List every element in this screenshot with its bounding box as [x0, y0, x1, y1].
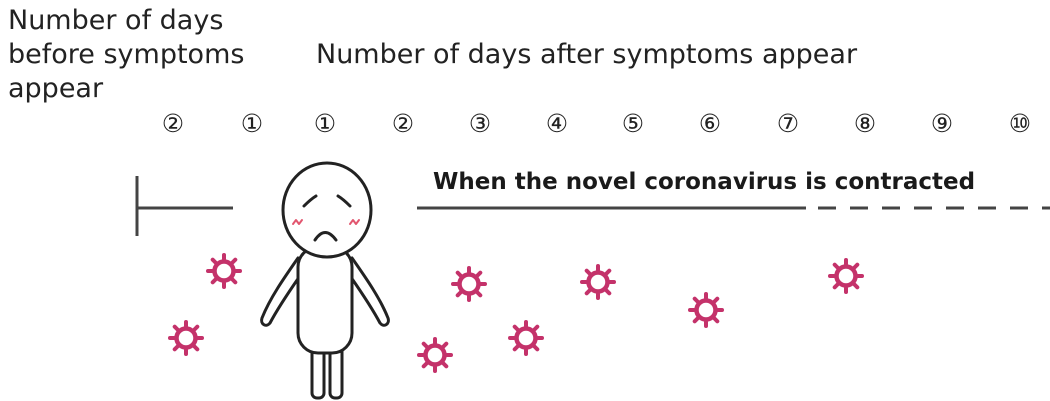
virus-icon-7: [510, 322, 542, 354]
day-after-2: ②: [391, 109, 415, 138]
virus-icon-5: [690, 294, 722, 326]
day-after-10: ⑩: [1008, 109, 1032, 138]
virus-icon-1: [208, 255, 240, 287]
day-after-7: ⑦: [776, 109, 800, 138]
timeline-caption: When the novel coronavirus is contracted: [433, 169, 976, 195]
day-after-6: ⑥: [698, 109, 722, 138]
day-after-5: ⑤: [621, 109, 645, 138]
day-after-8: ⑧: [853, 109, 877, 138]
day-before-1: ①: [240, 109, 264, 138]
label-days-after-symptoms: Number of days after symptoms appear: [316, 39, 858, 70]
label-days-before-symptoms: Number of days before symptoms appear: [8, 5, 245, 104]
sick-person-icon: [262, 163, 389, 398]
virus-icon-8: [419, 339, 451, 371]
day-after-9: ⑨: [930, 109, 954, 138]
virus-icon-4: [582, 266, 614, 298]
day-after-4: ④: [545, 109, 569, 138]
virus-icon-6: [830, 260, 862, 292]
timeline-line: [137, 176, 1050, 236]
virus-icon-3: [453, 268, 485, 300]
virus-icon-2: [170, 322, 202, 354]
day-before-2: ②: [161, 109, 185, 138]
day-after-3: ③: [468, 109, 492, 138]
day-after-1: ①: [313, 109, 337, 138]
